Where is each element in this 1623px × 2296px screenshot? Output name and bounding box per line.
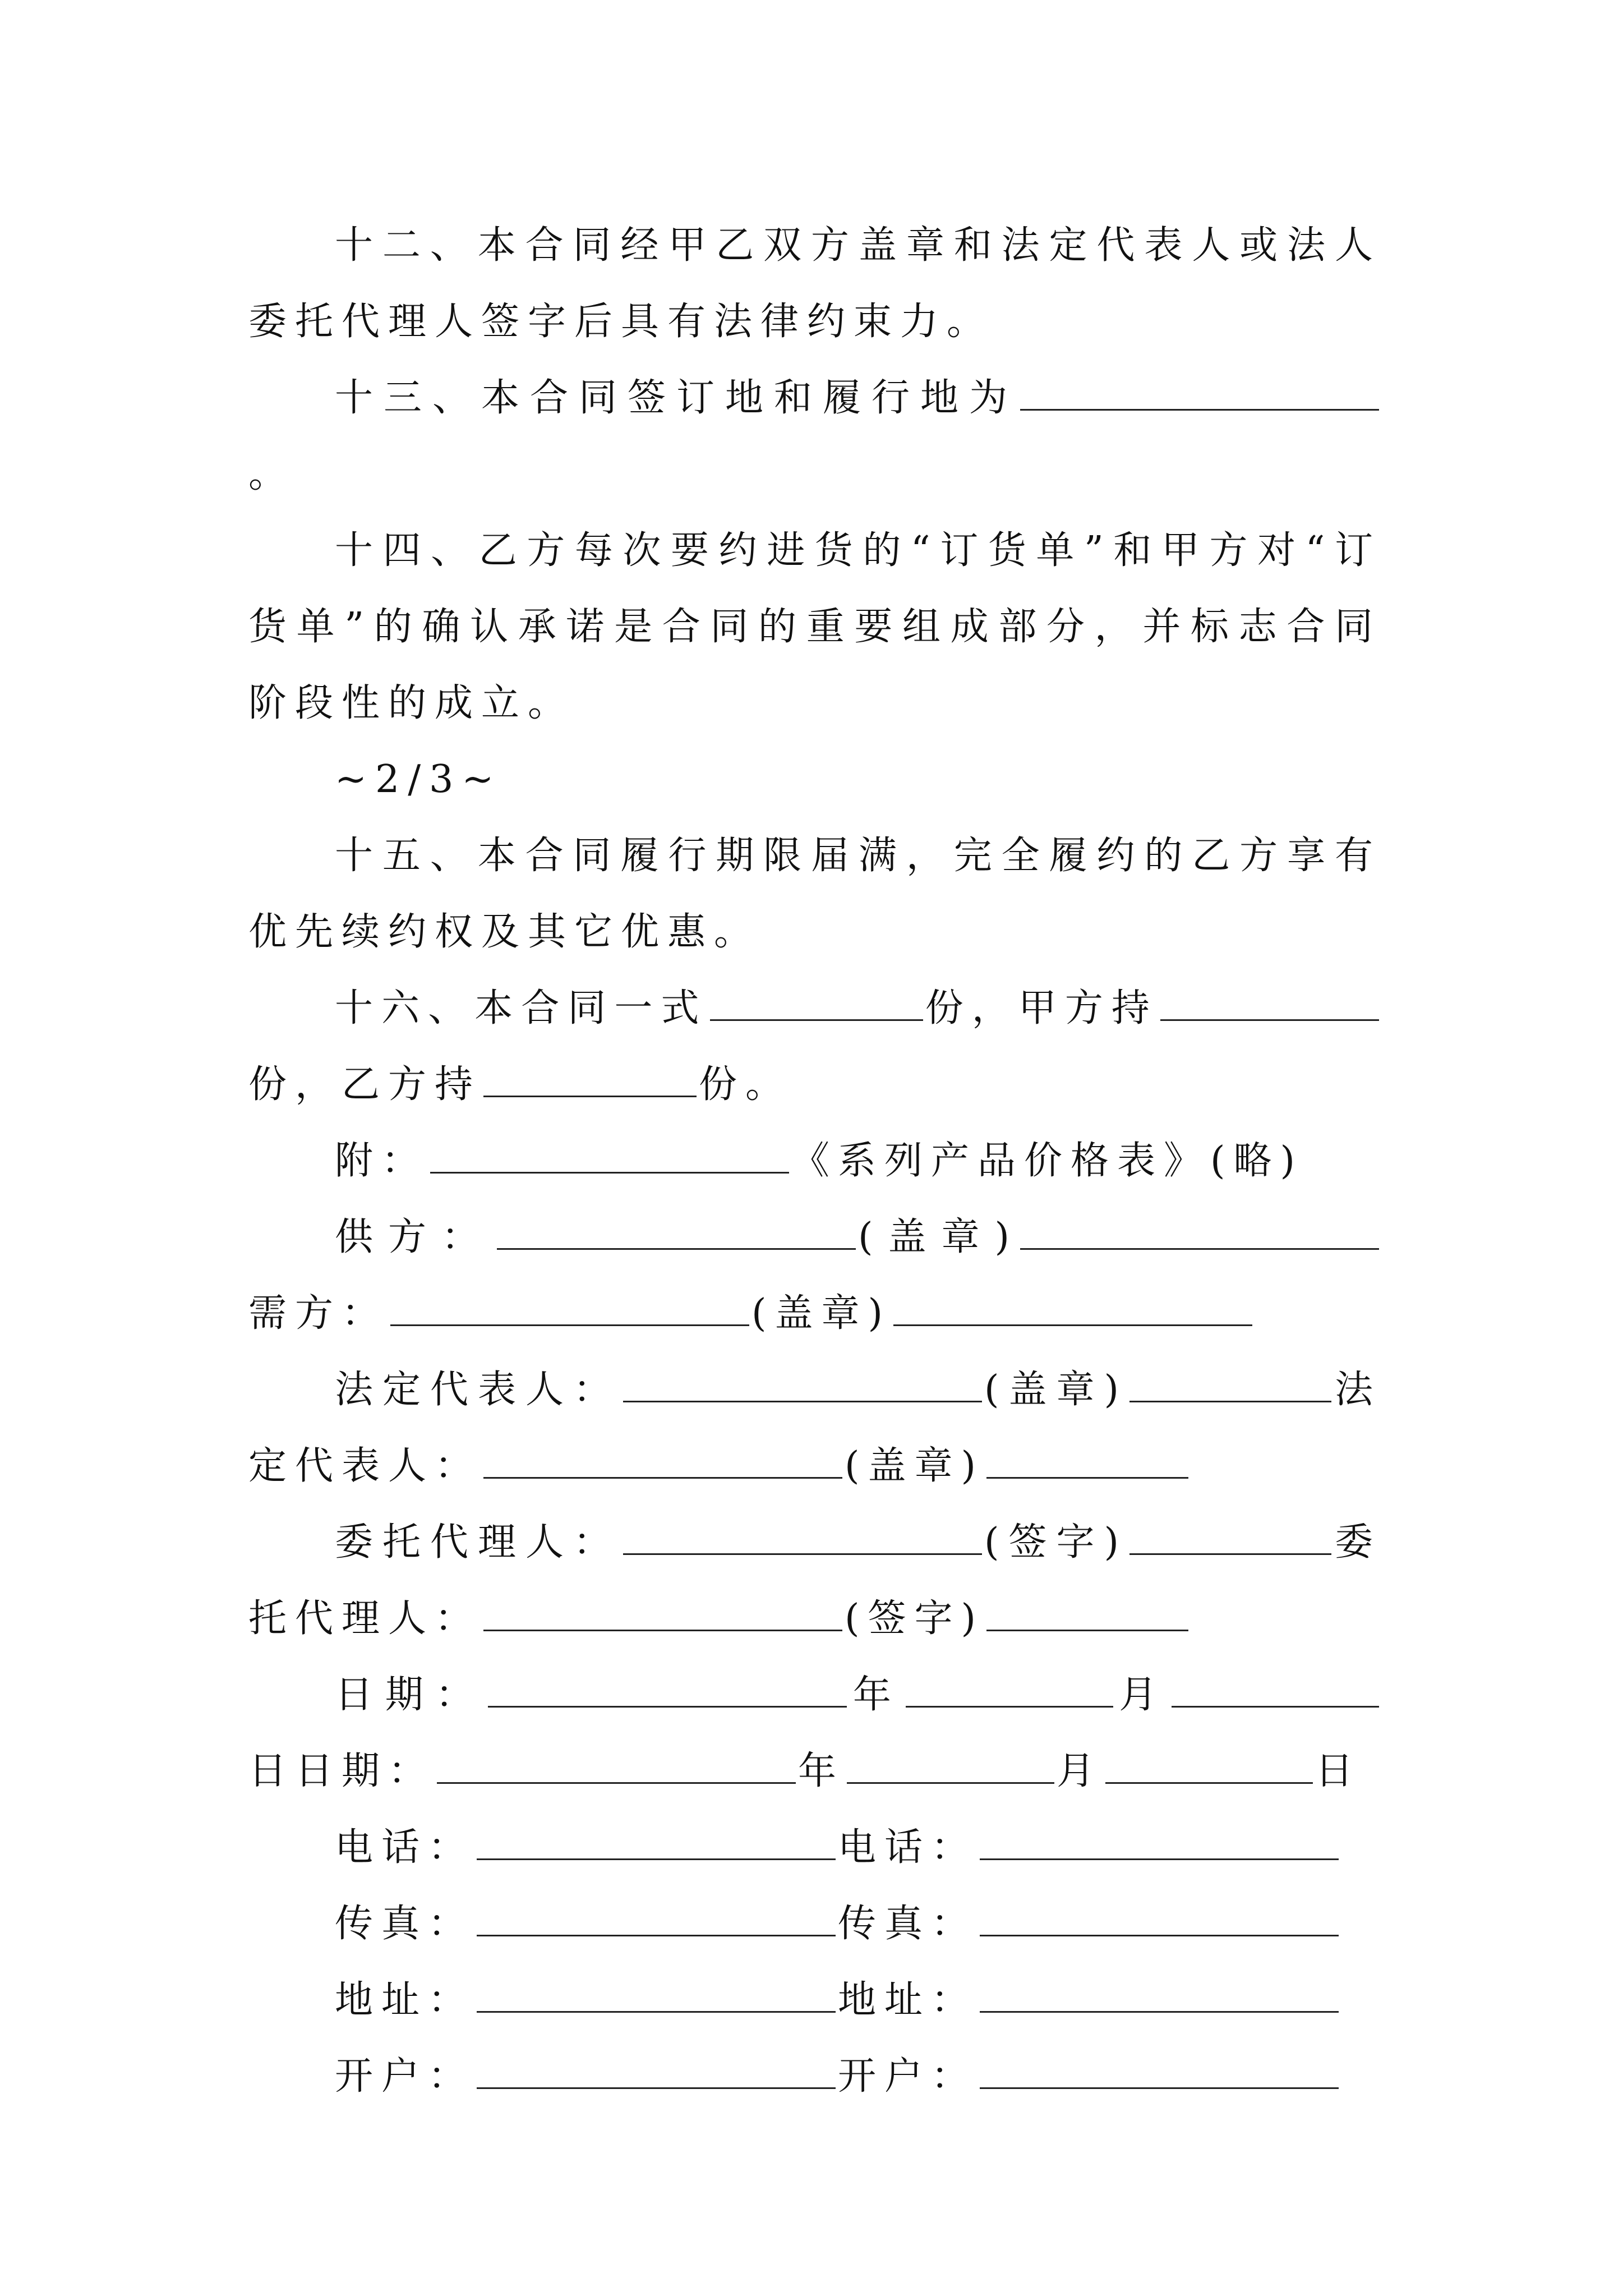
legal-rep-b-label-b: 定代表人： [248, 1444, 482, 1488]
date-b-day-blank[interactable] [1105, 1743, 1313, 1784]
account-line [248, 2039, 1381, 2115]
account-b-blank[interactable] [980, 2048, 1339, 2089]
agent-a-extra-blank[interactable] [1129, 1514, 1331, 1555]
agent-b-blank[interactable] [483, 1590, 842, 1631]
date-a-day-blank[interactable] [1172, 1667, 1379, 1708]
demander-label-a: 需 [248, 1291, 296, 1336]
agent-b-extra-blank[interactable] [986, 1590, 1188, 1631]
date-a-month: 月 [1115, 1673, 1169, 1717]
address-a-label: 地址： [335, 1978, 475, 2022]
clause-14-text: 十四、乙方每次要约进货的“订货单”和甲方对“订货单”的确认承诺是合同的重要组成部分，并标志合同阶段性的成立。 [248, 528, 1381, 725]
page-marker-text: ~2/3~ [335, 757, 502, 802]
date-b-day: 日 [1315, 1749, 1362, 1793]
legal-rep-b-label-a: 法 [1333, 1368, 1381, 1412]
phone-b-label: 电话： [838, 1825, 978, 1870]
clause-12-text: 十二、本合同经甲乙双方盖章和法定代表人或法人委托代理人签字后具有法律约束力。 [248, 223, 1381, 344]
supplier-extra-blank[interactable] [1020, 1209, 1379, 1250]
legal-rep-a-seal: (盖章) [984, 1368, 1127, 1412]
legal-rep-b-seal: (盖章) [845, 1444, 985, 1488]
phone-b-blank[interactable] [980, 1819, 1339, 1860]
clause-16-d: 份。 [699, 1062, 792, 1107]
legal-rep-a-blank[interactable] [623, 1361, 982, 1402]
fax-b-label: 传真： [838, 1902, 978, 1946]
agent-label: 委托代理人： [335, 1520, 621, 1565]
fax-a-label: 传真： [335, 1902, 475, 1946]
phone-a-label: 电话： [335, 1825, 475, 1870]
attachment-line [248, 1123, 1381, 1199]
clause-15 [248, 818, 1381, 970]
copies-party-a-blank[interactable] [1160, 980, 1379, 1021]
phone-line [248, 1810, 1381, 1886]
fax-line [248, 1886, 1381, 1962]
clause-12 [248, 208, 1381, 360]
account-a-blank[interactable] [477, 2048, 836, 2089]
account-a-label: 开户： [335, 2054, 475, 2099]
address-b-blank[interactable] [980, 1972, 1339, 2013]
copies-total-blank[interactable] [710, 980, 923, 1021]
fax-b-blank[interactable] [980, 1895, 1339, 1936]
clause-16 [248, 970, 1381, 1123]
copies-party-b-blank[interactable] [483, 1056, 697, 1097]
demander-seal: (盖章) [751, 1291, 892, 1336]
supplier-line [248, 1199, 1381, 1352]
clause-13-text: 十三、本合同签订地和履行地为 [335, 376, 1018, 420]
clause-16-a: 十六、本合同一式 [335, 986, 708, 1030]
clause-13-end: 。 [248, 452, 296, 496]
demander-extra-blank[interactable] [893, 1285, 1252, 1326]
legal-rep-line [248, 1352, 1381, 1504]
phone-a-blank[interactable] [477, 1819, 836, 1860]
legal-rep-label: 法定代表人： [335, 1368, 621, 1412]
agent-a-blank[interactable] [623, 1514, 982, 1555]
legal-rep-b-extra-blank[interactable] [986, 1438, 1188, 1479]
supplier-blank[interactable] [497, 1209, 856, 1250]
date-a-month-blank[interactable] [906, 1667, 1113, 1708]
agent-a-sign: (签字) [984, 1520, 1127, 1565]
agent-b-sign: (签字) [845, 1596, 985, 1641]
fax-a-blank[interactable] [477, 1895, 836, 1936]
date-b-year-blank[interactable] [437, 1743, 796, 1784]
clause-14 [248, 513, 1381, 742]
signing-place-blank[interactable] [1020, 370, 1379, 411]
supplier-seal: (盖章) [857, 1215, 1018, 1259]
date-line [248, 1657, 1381, 1810]
agent-line [248, 1504, 1381, 1657]
date-b-month-blank[interactable] [847, 1743, 1054, 1784]
clause-16-b: 份，甲方持 [925, 986, 1158, 1030]
demander-blank[interactable] [390, 1285, 749, 1326]
date-b-label: 日日期： [248, 1749, 435, 1793]
clause-16-c: 份，乙方持 [248, 1062, 482, 1107]
attachment-blank[interactable] [430, 1133, 789, 1174]
address-line [248, 1962, 1381, 2039]
address-a-blank[interactable] [477, 1972, 836, 2013]
date-a-year-blank[interactable] [488, 1667, 847, 1708]
clause-13 [248, 360, 1381, 513]
agent-b-label-a: 委 [1333, 1520, 1381, 1565]
account-b-label: 开户： [838, 2054, 978, 2099]
attachment-label: 附： [335, 1139, 428, 1183]
page-marker [248, 742, 1381, 818]
legal-rep-b-blank[interactable] [483, 1438, 842, 1479]
supplier-label: 供方： [335, 1215, 495, 1259]
clause-15-text: 十五、本合同履行期限届满，完全履约的乙方享有优先续约权及其它优惠。 [248, 834, 1381, 954]
agent-b-label-b: 托代理人： [248, 1596, 482, 1641]
date-b-year: 年 [798, 1749, 845, 1793]
date-label: 日期： [335, 1673, 486, 1717]
date-b-month: 月 [1057, 1749, 1104, 1793]
address-b-label: 地址： [838, 1978, 978, 2022]
demander-label-b: 方： [295, 1291, 389, 1336]
attachment-title: 《系列产品价格表》(略) [791, 1139, 1304, 1183]
legal-rep-a-extra-blank[interactable] [1129, 1361, 1331, 1402]
contract-body [248, 208, 1381, 2115]
date-a-year: 年 [849, 1673, 903, 1717]
